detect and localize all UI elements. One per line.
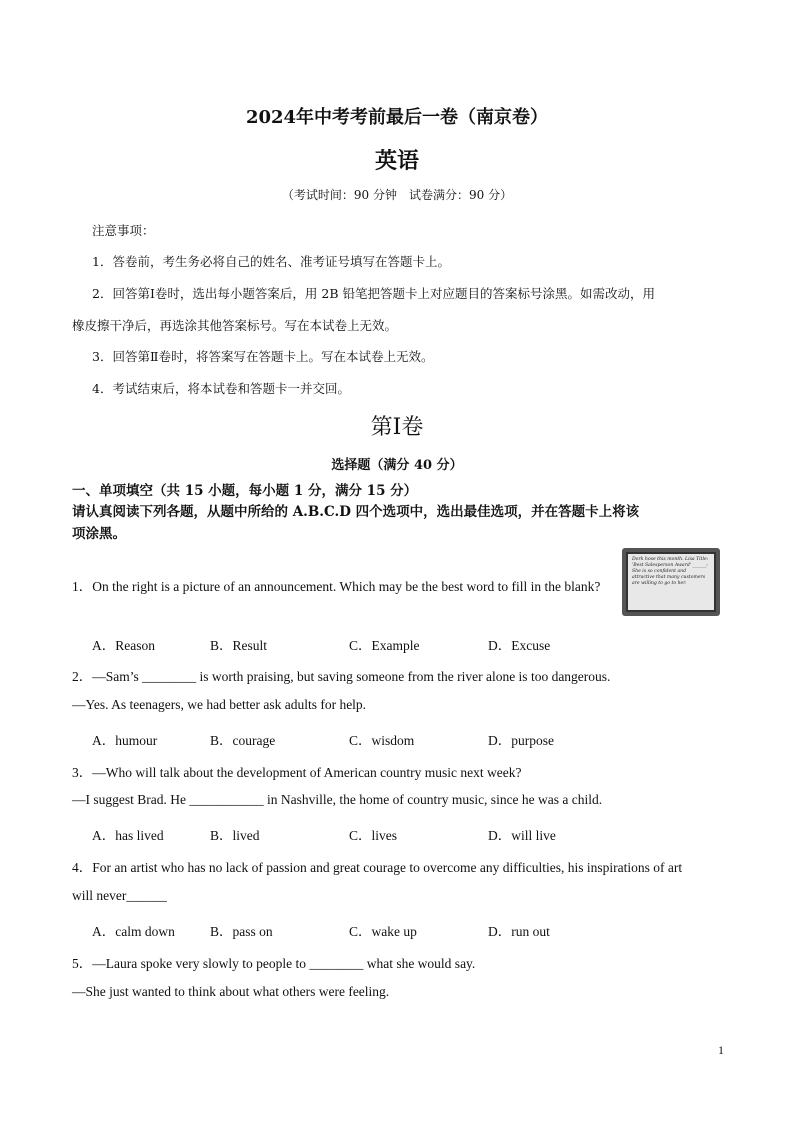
- question-3-stem: 3．—Who will talk about the development of American country music next week?: [72, 765, 522, 780]
- q1-option-a: A．Reason: [92, 638, 155, 653]
- q2-option-a: A．humour: [92, 733, 158, 748]
- question-5-reply: —She just wanted to think about what others were feeling.: [72, 984, 390, 999]
- q4-option-c: C．wake up: [349, 924, 417, 939]
- q1-option-d: D．Excuse: [488, 638, 551, 653]
- question-4-stem-cont: will never______: [72, 888, 167, 903]
- page-number: 1: [718, 1043, 724, 1057]
- q4-option-a: A．calm down: [92, 924, 175, 939]
- exam-info: （考试时间：90 分钟 试卷满分：90 分）: [281, 188, 513, 202]
- notice-item-4: 4．考试结束后，将本试卷和答题卡一并交回。: [92, 381, 350, 396]
- subject-title: 英语: [374, 148, 419, 174]
- question-2-reply: —Yes. As teenagers, we had better ask adults for help.: [72, 697, 367, 712]
- q3-option-c: C．lives: [349, 828, 398, 843]
- choice-heading: 选择题（满分 40 分）: [331, 458, 463, 473]
- part1-instructions: 请认真阅读下列各题，从题中所给的 A.B.C.D 四个选项中，选出最佳选项，并在答题卡上将该: [72, 504, 640, 520]
- question-5-stem: 5．—Laura spoke very slowly to people to ________ what she would say.: [72, 956, 476, 971]
- exam-title: 2024年中考考前最后一卷（南京卷）: [245, 107, 549, 128]
- section-heading: 第Ⅰ卷: [370, 415, 424, 440]
- q3-option-d: D．will live: [488, 828, 556, 843]
- q2-option-b: B．courage: [210, 733, 276, 748]
- notice-item-2-cont: 橡皮擦干净后，再选涂其他答案标号。写在本试卷上无效。: [72, 318, 398, 333]
- part1-title: 一、单项填空（共 15 小题，每小题 1 分，满分 15 分）: [72, 483, 418, 499]
- question-3-reply: —I suggest Brad. He ___________ in Nashville, the home of country music, since he was a child.: [72, 792, 603, 807]
- q2-option-d: D．purpose: [488, 733, 554, 748]
- q3-option-b: B．lived: [210, 828, 260, 843]
- question-1-stem: 1．On the right is a picture of an announcement. Which may be the best word to fill in the blank?: [72, 579, 601, 594]
- announcement-image: [622, 548, 720, 616]
- announcement-text: Dork hose this month. Lisa Title: 'Best Salesperson Award' ______: She is so confident and attractive that many customers are willing to go to her.: [626, 552, 716, 612]
- q4-option-b: B．pass on: [210, 924, 273, 939]
- q3-option-a: A．has lived: [92, 828, 164, 843]
- question-4-stem: 4．For an artist who has no lack of passion and great courage to overcome any difficulties, his inspirations of art: [72, 860, 683, 875]
- notice-item-1: 1．答卷前，考生务必将自己的姓名、准考证号填写在答题卡上。: [92, 254, 450, 269]
- question-2-stem: 2．—Sam’s ________ is worth praising, but saving someone from the river alone is too dangerous.: [72, 669, 611, 684]
- notice-item-2: 2．回答第Ⅰ卷时，选出每小题答案后，用 2B 铅笔把答题卡上对应题目的答案标号涂黑。如需改动，用: [92, 286, 655, 301]
- notice-heading: 注意事项：: [92, 223, 155, 238]
- q1-option-c: C．Example: [349, 638, 420, 653]
- part1-instructions-cont: 项涂黑。: [72, 526, 126, 542]
- q4-option-d: D．run out: [488, 924, 550, 939]
- notice-item-3: 3．回答第Ⅱ卷时，将答案写在答题卡上。写在本试卷上无效。: [92, 349, 434, 364]
- q1-option-b: B．Result: [210, 638, 268, 653]
- q2-option-c: C．wisdom: [349, 733, 415, 748]
